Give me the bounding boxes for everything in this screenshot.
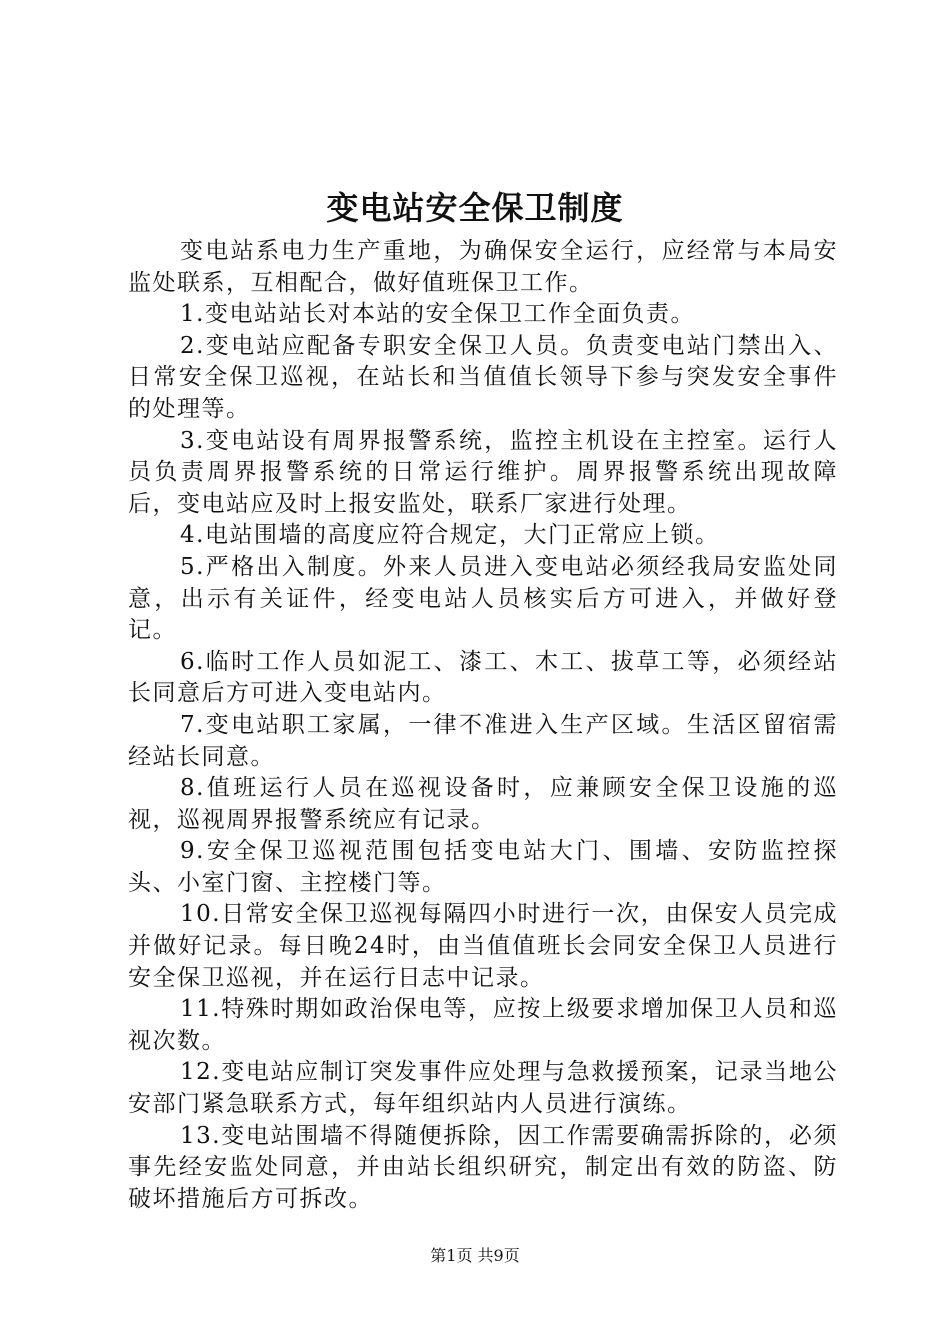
document-body	[128, 236, 838, 1215]
rule-paragraph-2: 2.变电站应配备专职安全保卫人员。负责变电站门禁出入、日常安全保卫巡视，在站长和当值值长领导下参与突发安全事件的处理等。	[128, 332, 838, 422]
rule-paragraph-6: 6.临时工作人员如泥工、漆工、木工、拔草工等，必须经站长同意后方可进入变电站内。	[128, 648, 838, 707]
rule-paragraph-9: 9.安全保卫巡视范围包括变电站大门、围墙、安防监控探头、小室门窗、主控楼门等。	[128, 838, 838, 896]
rule-paragraph-12: 12.变电站应制订突发事件应处理与急救援预案，记录当地公安部门紧急联系方式，每年组织站内人员进行演练。	[128, 1059, 838, 1118]
page-footer: 第1页 共9页	[430, 1246, 520, 1265]
rule-paragraph-7: 7.变电站职工家属，一律不准进入生产区域。生活区留宿需经站长同意。	[128, 711, 838, 770]
document-title: 变电站安全保卫制度	[326, 189, 624, 227]
rule-paragraph-11: 11.特殊时期如政治保电等，应按上级要求增加保卫人员和巡视次数。	[128, 996, 838, 1054]
intro-paragraph: 变电站系电力生产重地，为确保安全运行，应经常与本局安监处联系，互相配合，做好值班保卫工作。	[128, 238, 838, 296]
rule-paragraph-13: 13.变电站围墙不得随便拆除，因工作需要确需拆除的，必须事先经安监处同意，并由站长组织研究，制定出有效的防盗、防破坏措施后方可拆改。	[128, 1122, 838, 1212]
rule-paragraph-1: 1.变电站站长对本站的安全保卫工作全面负责。	[180, 301, 695, 328]
rule-paragraph-3: 3.变电站设有周界报警系统，监控主机设在主控室。运行人员负责周界报警系统的日常运行维护。周界报警系统出现故障后，变电站应及时上报安监处，联系厂家进行处理。	[128, 427, 838, 517]
rule-paragraph-10: 10.日常安全保卫巡视每隔四小时进行一次，由保安人员完成并做好记录。每日晚24时，由当值值班长会同安全保卫人员进行安全保卫巡视，并在运行日志中记录。	[128, 901, 838, 991]
rule-paragraph-5: 5.严格出入制度。外来人员进入变电站必须经我局安监处同意，出示有关证件，经变电站人员核实后方可进入，并做好登记。	[128, 553, 838, 644]
rule-paragraph-8: 8.值班运行人员在巡视设备时，应兼顾安全保卫设施的巡视，巡视周界报警系统应有记录。	[128, 775, 838, 833]
rule-paragraph-4: 4.电站围墙的高度应符合规定，大门正常应上锁。	[180, 522, 720, 549]
